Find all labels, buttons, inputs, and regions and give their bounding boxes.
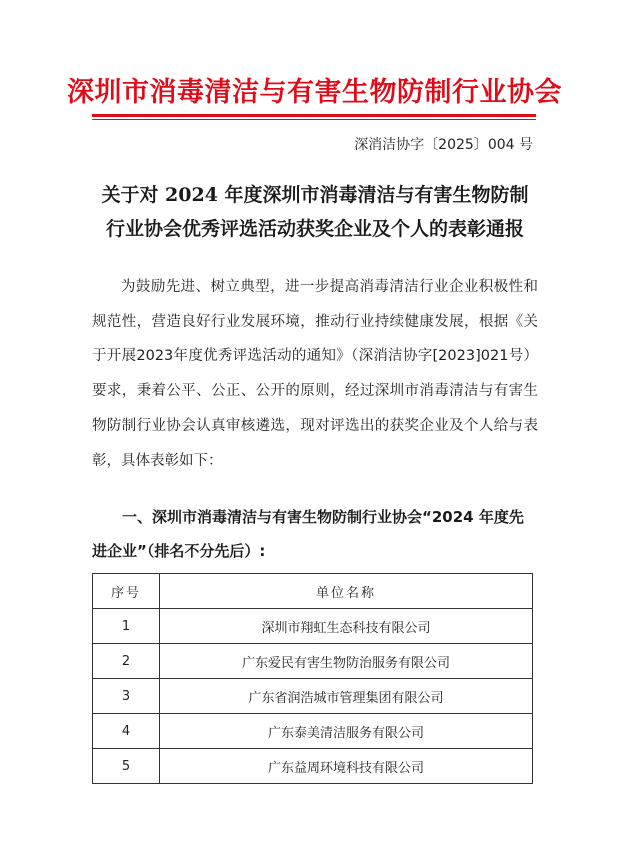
section-heading: 一、深圳市消毒清洁与有害生物防制行业协会“2024 年度先进企业”（排名不分先后）: xyxy=(92,508,524,560)
company-name: 广东省润浩城市管理集团有限公司 xyxy=(160,679,533,714)
company-name: 深圳市翔虹生态科技有限公司 xyxy=(160,609,533,644)
body-paragraph-block xyxy=(92,270,538,478)
table-header-row xyxy=(93,574,533,609)
row-number: 4 xyxy=(93,714,160,749)
row-number: 1 xyxy=(93,609,160,644)
row-number: 2 xyxy=(93,644,160,679)
column-header-number: 序号 xyxy=(93,574,160,609)
body-paragraph: 为鼓励先进、树立典型，进一步提高消毒清洁行业企业积极性和 规范性，营造良好行业发展环境，推动行业持续健康发展，根据《关于开展2023年度优秀评选活动的通知》（深消洁协字[2023]021号）要求，秉着公平、公正、公开的原则，经过深圳市消毒清洁与有害生物防制行业协会认真审核遴选，现对评选出的获奖企业及个人给与表彰，具体表彰如下： xyxy=(92,279,538,469)
letterhead-rule-thin xyxy=(92,119,536,120)
table-row xyxy=(93,714,533,749)
document-number: 深消洁协字〔2025〕004 号 xyxy=(354,137,533,153)
award-table xyxy=(92,573,533,784)
letterhead-rule-thick xyxy=(92,114,536,117)
row-number: 3 xyxy=(93,679,160,714)
letterhead-title: 深圳市消毒清洁与有害生物防制行业协会 xyxy=(67,77,562,108)
table-row xyxy=(93,609,533,644)
table-row xyxy=(93,679,533,714)
column-header-name: 单位名称 xyxy=(160,574,533,609)
company-name: 广东益周环境科技有限公司 xyxy=(160,749,533,784)
company-name: 广东泰美清洁服务有限公司 xyxy=(160,714,533,749)
row-number: 5 xyxy=(93,749,160,784)
table-row xyxy=(93,644,533,679)
document-title: 关于对 2024 年度深圳市消毒清洁与有害生物防制行业协会优秀评选活动获奖企业及个人的表彰通报 xyxy=(101,184,529,240)
table-row xyxy=(93,749,533,784)
company-name: 广东爱民有害生物防治服务有限公司 xyxy=(160,644,533,679)
